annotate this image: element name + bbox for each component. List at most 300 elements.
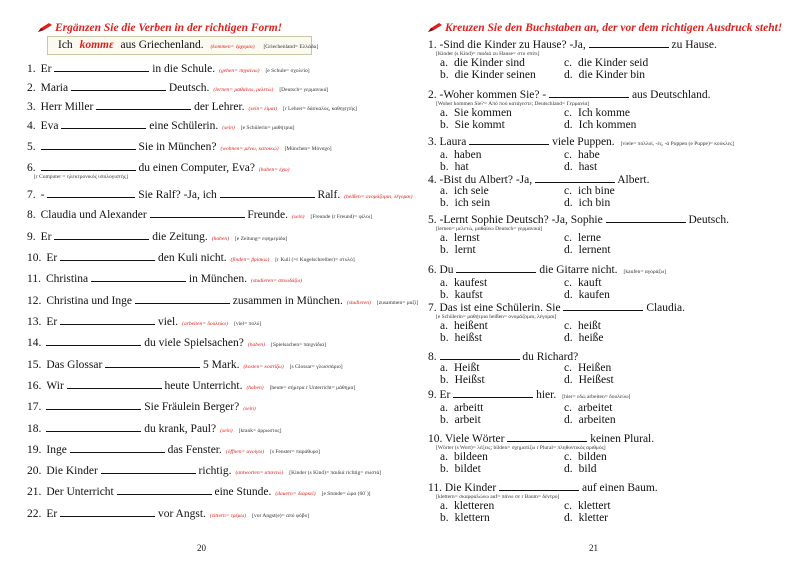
option-text: die Kinder sind: [453, 57, 525, 69]
answer-option[interactable]: [440, 198, 564, 210]
vocab-gloss: [Deutsch= γερμανικά]: [279, 87, 329, 93]
option-letter[interactable]: d.: [564, 511, 573, 524]
item-text-after: Freunde.: [247, 209, 288, 221]
item-text-after: der Lehrer.: [194, 101, 245, 113]
item-number: 16.: [27, 380, 42, 392]
vocab-gloss: [Freunde (r Freund)= φίλοι]: [310, 214, 373, 220]
option-text: die Kinder bin: [578, 68, 646, 81]
question-text-before: -Woher kommen Sie? -: [439, 89, 547, 101]
option-text: arbeitt: [453, 402, 484, 414]
item-text-after: viel.: [157, 316, 179, 328]
option-text: arbeitet: [577, 402, 613, 414]
answer-option[interactable]: [564, 120, 684, 132]
option-text: kaufen: [578, 288, 610, 301]
option-text: ich sein: [454, 196, 491, 209]
answer-blank[interactable]: [440, 349, 520, 360]
option-letter[interactable]: d.: [564, 196, 573, 209]
question-text-before: -Bist du Albert? -Ja,: [439, 174, 533, 186]
question-text-before: Viele Wörter: [445, 433, 505, 445]
answer-option[interactable]: [564, 375, 684, 387]
answer-blank[interactable]: [46, 335, 141, 346]
item-number: 12.: [27, 295, 42, 307]
option-text: Ich komme: [577, 107, 631, 119]
option-letter[interactable]: d.: [564, 462, 573, 475]
verb-hint: (haben= έχω): [258, 167, 290, 173]
option-letter[interactable]: a.: [440, 57, 448, 69]
answer-option[interactable]: [440, 464, 564, 476]
answer-options: [428, 108, 798, 131]
verb-hint: (sein): [243, 406, 256, 412]
vocab-gloss: [Spielsachen= παιχνίδια]: [271, 342, 326, 348]
item-number: 2.: [27, 82, 36, 94]
exercise-item: [27, 442, 320, 459]
question-text-before: Er: [439, 389, 451, 401]
option-letter[interactable]: a.: [440, 320, 448, 332]
question: [428, 172, 798, 209]
question-number: 9.: [428, 389, 437, 401]
question-line: [428, 480, 798, 494]
answer-option[interactable]: [564, 415, 684, 427]
answer-options: [428, 403, 798, 426]
answer-option[interactable]: [440, 70, 564, 82]
answer-option[interactable]: [440, 120, 564, 132]
answer-options: [428, 321, 798, 344]
vocab-gloss: [viele= πολλοί, -ές, -ά Puppen (e Puppe)= κούκλες]: [620, 141, 735, 147]
vocab-gloss: [e Zeitung= εφημερίδα]: [234, 236, 288, 242]
item-text-before: Eva: [40, 120, 59, 132]
question-number: 1.: [428, 39, 437, 51]
option-text: kaufest: [453, 277, 488, 289]
verb-hint: (wohnen= μένω, κατοικώ): [220, 146, 279, 152]
answer-blank[interactable]: [41, 139, 136, 150]
item-text-before: Christina: [45, 273, 89, 285]
vocab-gloss: [Woher kommen Sie?= Από πού κατάγεστε; Deutschland= Γερμανία]: [436, 101, 590, 107]
question: [428, 212, 798, 256]
option-text: die Kinder seinen: [454, 68, 536, 81]
question-text-after: die Gitarre nicht.: [539, 264, 618, 276]
option-letter[interactable]: d.: [564, 373, 573, 386]
answer-blank[interactable]: [61, 118, 146, 129]
answer-option[interactable]: [440, 513, 564, 525]
verb-hint: (kosten= κοστίζω): [243, 364, 284, 370]
question-text-before: Du: [439, 264, 454, 276]
exercise-item: [27, 506, 309, 523]
option-letter[interactable]: c.: [564, 149, 572, 161]
option-letter[interactable]: d.: [564, 243, 573, 256]
question-number: 10.: [428, 433, 443, 445]
exercise-item: [27, 357, 343, 374]
answer-blank[interactable]: [507, 431, 587, 442]
answer-options: [428, 363, 798, 386]
exercise-item: [27, 229, 287, 246]
verb-hint: (arbeiten= δουλεύω): [182, 321, 228, 327]
item-number: 19.: [27, 444, 42, 456]
answer-option[interactable]: [440, 415, 564, 427]
answer-blank[interactable]: [96, 99, 191, 110]
answer-options: [428, 186, 798, 209]
answer-blank[interactable]: [563, 300, 643, 311]
option-letter[interactable]: d.: [564, 118, 573, 131]
option-text: Heißt: [453, 362, 480, 374]
option-letter[interactable]: a.: [440, 185, 448, 197]
page-number-left: 20: [197, 543, 206, 553]
vocab-gloss: [lernen= μελετώ, μαθαίνω Deutsch= γερμανικά]: [436, 226, 543, 232]
answer-blank[interactable]: [47, 187, 135, 198]
question-text-after: hier.: [536, 389, 557, 401]
item-number: 18.: [27, 423, 42, 435]
option-text: Heißest: [578, 373, 614, 386]
option-text: heißst: [454, 331, 483, 344]
option-text: hast: [578, 160, 598, 173]
answer-options: [428, 278, 798, 301]
answer-option[interactable]: [564, 513, 684, 525]
vocab-gloss: [e Schülerin= μαθήτρια]: [240, 125, 295, 131]
answer-blank[interactable]: [60, 314, 155, 325]
verb-hint: (öffnen= ανοίγω): [225, 449, 265, 455]
option-text: lernst: [453, 232, 480, 244]
answer-options: [428, 58, 798, 81]
right-page: [400, 0, 800, 576]
item-number: 8.: [27, 209, 36, 221]
answer-blank[interactable]: [60, 250, 155, 261]
answer-blank[interactable]: [549, 87, 629, 98]
item-text-after: eine Schülerin.: [149, 120, 219, 132]
question-text-after: Deutsch.: [688, 214, 730, 226]
option-letter[interactable]: c.: [564, 232, 572, 244]
answer-options: [428, 150, 798, 173]
vocab-gloss: [München= Μόναχο]: [284, 146, 332, 152]
item-number: 9.: [27, 231, 36, 243]
question-line: [428, 300, 798, 314]
exercise-heading: [38, 22, 282, 34]
verb-hint: (lernen= μαθαίνω, μελετώ): [213, 87, 274, 93]
item-text-after: du krank, Paul?: [144, 423, 217, 435]
question-number: 7.: [428, 302, 437, 314]
item-number: 11.: [27, 273, 41, 285]
verb-hint: (gehen= πηγαίνω): [219, 68, 260, 74]
option-letter[interactable]: c.: [564, 107, 572, 119]
option-text: kauft: [577, 277, 602, 289]
answer-blank[interactable]: [456, 262, 536, 273]
option-letter[interactable]: a.: [440, 107, 448, 119]
answer-blank[interactable]: [150, 207, 245, 218]
option-letter[interactable]: b.: [440, 331, 449, 344]
answer-option[interactable]: [440, 375, 564, 387]
exercise-item: [27, 463, 381, 480]
option-letter[interactable]: a.: [440, 277, 448, 289]
option-text: haben: [453, 149, 482, 161]
question-text-after: du Richard?: [522, 351, 579, 363]
option-letter[interactable]: c.: [564, 500, 572, 512]
item-number: 6.: [27, 162, 36, 174]
answer-blank[interactable]: [220, 187, 315, 198]
answer-blank[interactable]: [46, 399, 141, 410]
example-box: [47, 36, 319, 55]
item-text-before: Maria: [40, 82, 69, 94]
question: [428, 349, 798, 386]
option-letter[interactable]: c.: [564, 277, 572, 289]
answer-blank[interactable]: [60, 506, 155, 517]
question: [428, 262, 798, 301]
question-text-after: viele Puppen.: [552, 136, 615, 148]
option-letter[interactable]: a.: [440, 232, 448, 244]
question: [428, 431, 798, 475]
option-letter[interactable]: d.: [564, 160, 573, 173]
vocab-gloss: [krank= άρρωστος]: [238, 428, 282, 434]
option-text: bildeen: [453, 451, 488, 463]
example-before: Ich: [58, 39, 73, 51]
answer-blank[interactable]: [499, 480, 579, 491]
option-letter[interactable]: c.: [564, 402, 572, 414]
question-text-before: Laura: [439, 136, 467, 148]
question-number: 3.: [428, 136, 437, 148]
option-letter[interactable]: a.: [440, 402, 448, 414]
answer-blank[interactable]: [46, 421, 141, 432]
item-text-after: richtig.: [198, 465, 232, 477]
answer-blank[interactable]: [71, 80, 166, 91]
option-text: habe: [577, 149, 600, 161]
option-letter[interactable]: b.: [440, 511, 449, 524]
option-text: Heißen: [577, 362, 612, 374]
option-letter[interactable]: c.: [564, 362, 572, 374]
verb-hint: (haben): [246, 385, 264, 391]
item-text-before: Wir: [46, 380, 64, 392]
vocab-gloss: [Wörter (s Wort)= λέξεις; bilden= σχηματίζω r Plural= πληθυντικός αριθμός]: [436, 445, 606, 451]
option-letter[interactable]: d.: [564, 68, 573, 81]
item-text-before: -: [40, 189, 45, 201]
question-number: 11.: [428, 482, 442, 494]
question: [428, 134, 798, 173]
item-text-before: Die Kinder: [46, 465, 98, 477]
item-text-after: in die Schule.: [152, 63, 216, 75]
item-text-before: Das Glossar: [46, 359, 103, 371]
question: [428, 37, 798, 81]
answer-option[interactable]: [564, 464, 684, 476]
verb-hint: (zittern= τρέμω): [209, 513, 247, 519]
option-text: heiße: [578, 331, 604, 344]
option-text: klettern: [454, 511, 490, 524]
exercise-item: [27, 293, 418, 310]
question-text-after: Albert.: [617, 174, 650, 186]
item-number: 20.: [27, 465, 42, 477]
vocab-gloss: [r Lehrer= δάσκαλος, καθηγητής]: [283, 106, 358, 112]
option-text: kletter: [578, 511, 608, 524]
question-text-after: auf einen Baum.: [582, 482, 658, 494]
item-text-after: heute Unterricht.: [164, 380, 243, 392]
answer-blank[interactable]: [67, 378, 162, 389]
item-number: 21.: [27, 486, 42, 498]
option-letter[interactable]: d.: [564, 413, 573, 426]
vocab-gloss: [s Fenster= παράθυρο]: [270, 449, 321, 455]
question-number: 5.: [428, 214, 437, 226]
option-text: arbeit: [454, 413, 481, 426]
item-text-after: zusammen in München.: [232, 295, 343, 307]
verb-hint: (sein): [222, 125, 235, 131]
exercise-item: [27, 271, 302, 288]
item-number: 15.: [27, 359, 42, 371]
item-text-before: Er: [40, 231, 52, 243]
verb-hint: (heißen= ονομάζομαι, λέγομαι): [344, 194, 413, 200]
option-letter[interactable]: a.: [440, 451, 448, 463]
example-after: aus Griechenland.: [120, 39, 204, 51]
answer-options: [428, 452, 798, 475]
question-text-before: Das ist eine Schülerin. Sie: [439, 302, 561, 314]
option-text: bild: [578, 462, 597, 475]
option-text: bilden: [577, 451, 607, 463]
vocab-gloss: [e Stunde= ώρα (60΄)]: [321, 491, 371, 497]
answer-blank[interactable]: [135, 293, 230, 304]
answer-option[interactable]: [440, 333, 564, 345]
option-letter[interactable]: a.: [440, 362, 448, 374]
item-text-after: Sie in München?: [138, 141, 217, 153]
answer-blank[interactable]: [117, 484, 212, 495]
item-number: 4.: [27, 120, 36, 132]
example-answer: kommε: [79, 39, 114, 51]
verb-hint: (studieren= σπουδάζω): [251, 278, 303, 284]
exercise-item: [27, 99, 357, 116]
item-number: 22.: [27, 508, 42, 520]
answer-blank[interactable]: [535, 172, 615, 183]
exercise-item: [27, 399, 256, 416]
answer-blank[interactable]: [105, 357, 200, 368]
answer-option[interactable]: [564, 70, 684, 82]
answer-blank[interactable]: [54, 61, 149, 72]
exercise-item: [27, 139, 332, 156]
option-text: heißt: [577, 320, 601, 332]
page-number-right: 21: [589, 543, 598, 553]
vocab-gloss: [zusammen= μαζί]: [376, 300, 419, 306]
option-letter[interactable]: b.: [440, 118, 449, 131]
option-text: die Kinder seid: [577, 57, 649, 69]
question-line: [428, 134, 798, 150]
item-text-before: Er: [46, 508, 58, 520]
answer-option[interactable]: [564, 198, 684, 210]
option-letter[interactable]: b.: [440, 160, 449, 173]
answer-blank[interactable]: [54, 229, 149, 240]
option-text: kaufst: [454, 288, 483, 301]
item-text-before: Inge: [46, 444, 67, 456]
answer-options: [428, 501, 798, 524]
option-text: bildet: [454, 462, 481, 475]
exercise-item: [27, 187, 412, 204]
question: [428, 387, 798, 426]
vocab-gloss: [heute= σήμερα r Unterricht= μάθημα]: [269, 385, 356, 391]
option-letter[interactable]: c.: [564, 320, 572, 332]
heading-text: Ergänzen Sie die Verben in der richtigen Form!: [55, 22, 283, 34]
question-line: [428, 37, 798, 51]
vocab-gloss: [Kinder (s Kind)= παιδιά richtig= σωστά]: [289, 470, 382, 476]
item-text-after: das Fenster.: [167, 444, 222, 456]
question: [428, 480, 798, 524]
question-text-after: aus Deutschland.: [631, 89, 711, 101]
vocab-gloss: [hier= εδώ arbeiten= δουλεύω]: [562, 394, 631, 400]
option-letter[interactable]: b.: [440, 68, 449, 81]
option-text: lernent: [578, 243, 611, 256]
option-letter[interactable]: b.: [440, 413, 449, 426]
option-text: heißent: [453, 320, 488, 332]
exercise-item: [27, 314, 261, 331]
question-text-before: -Lernt Sophie Deutsch? -Ja, Sophie: [439, 214, 603, 226]
option-text: lernt: [454, 243, 476, 256]
option-letter[interactable]: a.: [440, 500, 448, 512]
item-text-before: Er: [40, 63, 52, 75]
exercise-heading: [428, 22, 782, 34]
item-text-before: Herr Miller: [40, 101, 94, 113]
question-text-after: keinen Plural.: [590, 433, 655, 445]
verb-hint: (studieren): [346, 300, 371, 306]
option-text: klettert: [577, 500, 611, 512]
verb-hint: (finden= βρίσκω): [230, 257, 270, 263]
answer-blank[interactable]: [589, 37, 669, 48]
option-letter[interactable]: b.: [440, 373, 449, 386]
option-letter[interactable]: b.: [440, 462, 449, 475]
question-text-before: -Sind die Kinder zu Hause? -Ja,: [439, 39, 586, 51]
verb-hint: (antworten= απαντώ): [235, 470, 284, 476]
vocab-gloss: [s Glossar= γλωσσάριο]: [289, 364, 343, 370]
verb-hint: (sein= είμαι): [248, 106, 278, 112]
answer-blank[interactable]: [91, 271, 186, 282]
answer-option[interactable]: [440, 245, 564, 257]
option-text: hat: [454, 160, 469, 173]
item-number: 3.: [27, 101, 36, 113]
option-text: lerne: [577, 232, 601, 244]
exercise-item: [27, 61, 310, 78]
answer-blank[interactable]: [70, 442, 165, 453]
item-text-after: Sie Fräulein Berger?: [144, 401, 240, 413]
item-text-after: eine Stunde.: [214, 486, 272, 498]
item-text-before: Christina und Inge: [46, 295, 132, 307]
question-line: [428, 349, 798, 363]
answer-option[interactable]: [564, 333, 684, 345]
answer-options: [428, 233, 798, 256]
item-text-after: die Zeitung.: [152, 231, 208, 243]
exercise-item: [27, 207, 372, 224]
pencil-icon: [428, 23, 442, 32]
question-text-before: Die Kinder: [444, 482, 497, 494]
option-text: kletteren: [453, 500, 495, 512]
option-letter[interactable]: c.: [564, 451, 572, 463]
answer-blank[interactable]: [101, 463, 196, 474]
item-number: 7.: [27, 189, 36, 201]
option-letter[interactable]: c.: [564, 185, 572, 197]
vocab-gloss: [e Schule= σχολείο]: [265, 68, 310, 74]
answer-blank[interactable]: [469, 134, 549, 145]
example-gloss: [Griechenland= Ελλάδα]: [263, 44, 319, 50]
answer-option[interactable]: [564, 245, 684, 257]
option-text: arbeiten: [578, 413, 616, 426]
question-line: [428, 262, 798, 278]
question-number: 8.: [428, 351, 437, 363]
exercise-item: [27, 484, 371, 501]
option-text: ich bine: [577, 185, 615, 197]
question-line: [428, 87, 798, 101]
answer-blank[interactable]: [606, 212, 686, 223]
option-letter[interactable]: a.: [440, 149, 448, 161]
option-letter[interactable]: c.: [564, 57, 572, 69]
option-letter[interactable]: b.: [440, 243, 449, 256]
answer-blank[interactable]: [453, 387, 533, 398]
option-letter[interactable]: d.: [564, 288, 573, 301]
option-letter[interactable]: b.: [440, 288, 449, 301]
question-line: [428, 212, 798, 226]
item-number: 5.: [27, 141, 36, 153]
question-text-after: Claudia.: [646, 302, 685, 314]
option-letter[interactable]: d.: [564, 331, 573, 344]
heading-text: Kreuzen Sie den Buchstaben an, der vor dem richtigen Ausdruck steht!: [445, 22, 783, 34]
answer-blank[interactable]: [41, 160, 136, 171]
option-letter[interactable]: b.: [440, 196, 449, 209]
question-line: [428, 172, 798, 186]
